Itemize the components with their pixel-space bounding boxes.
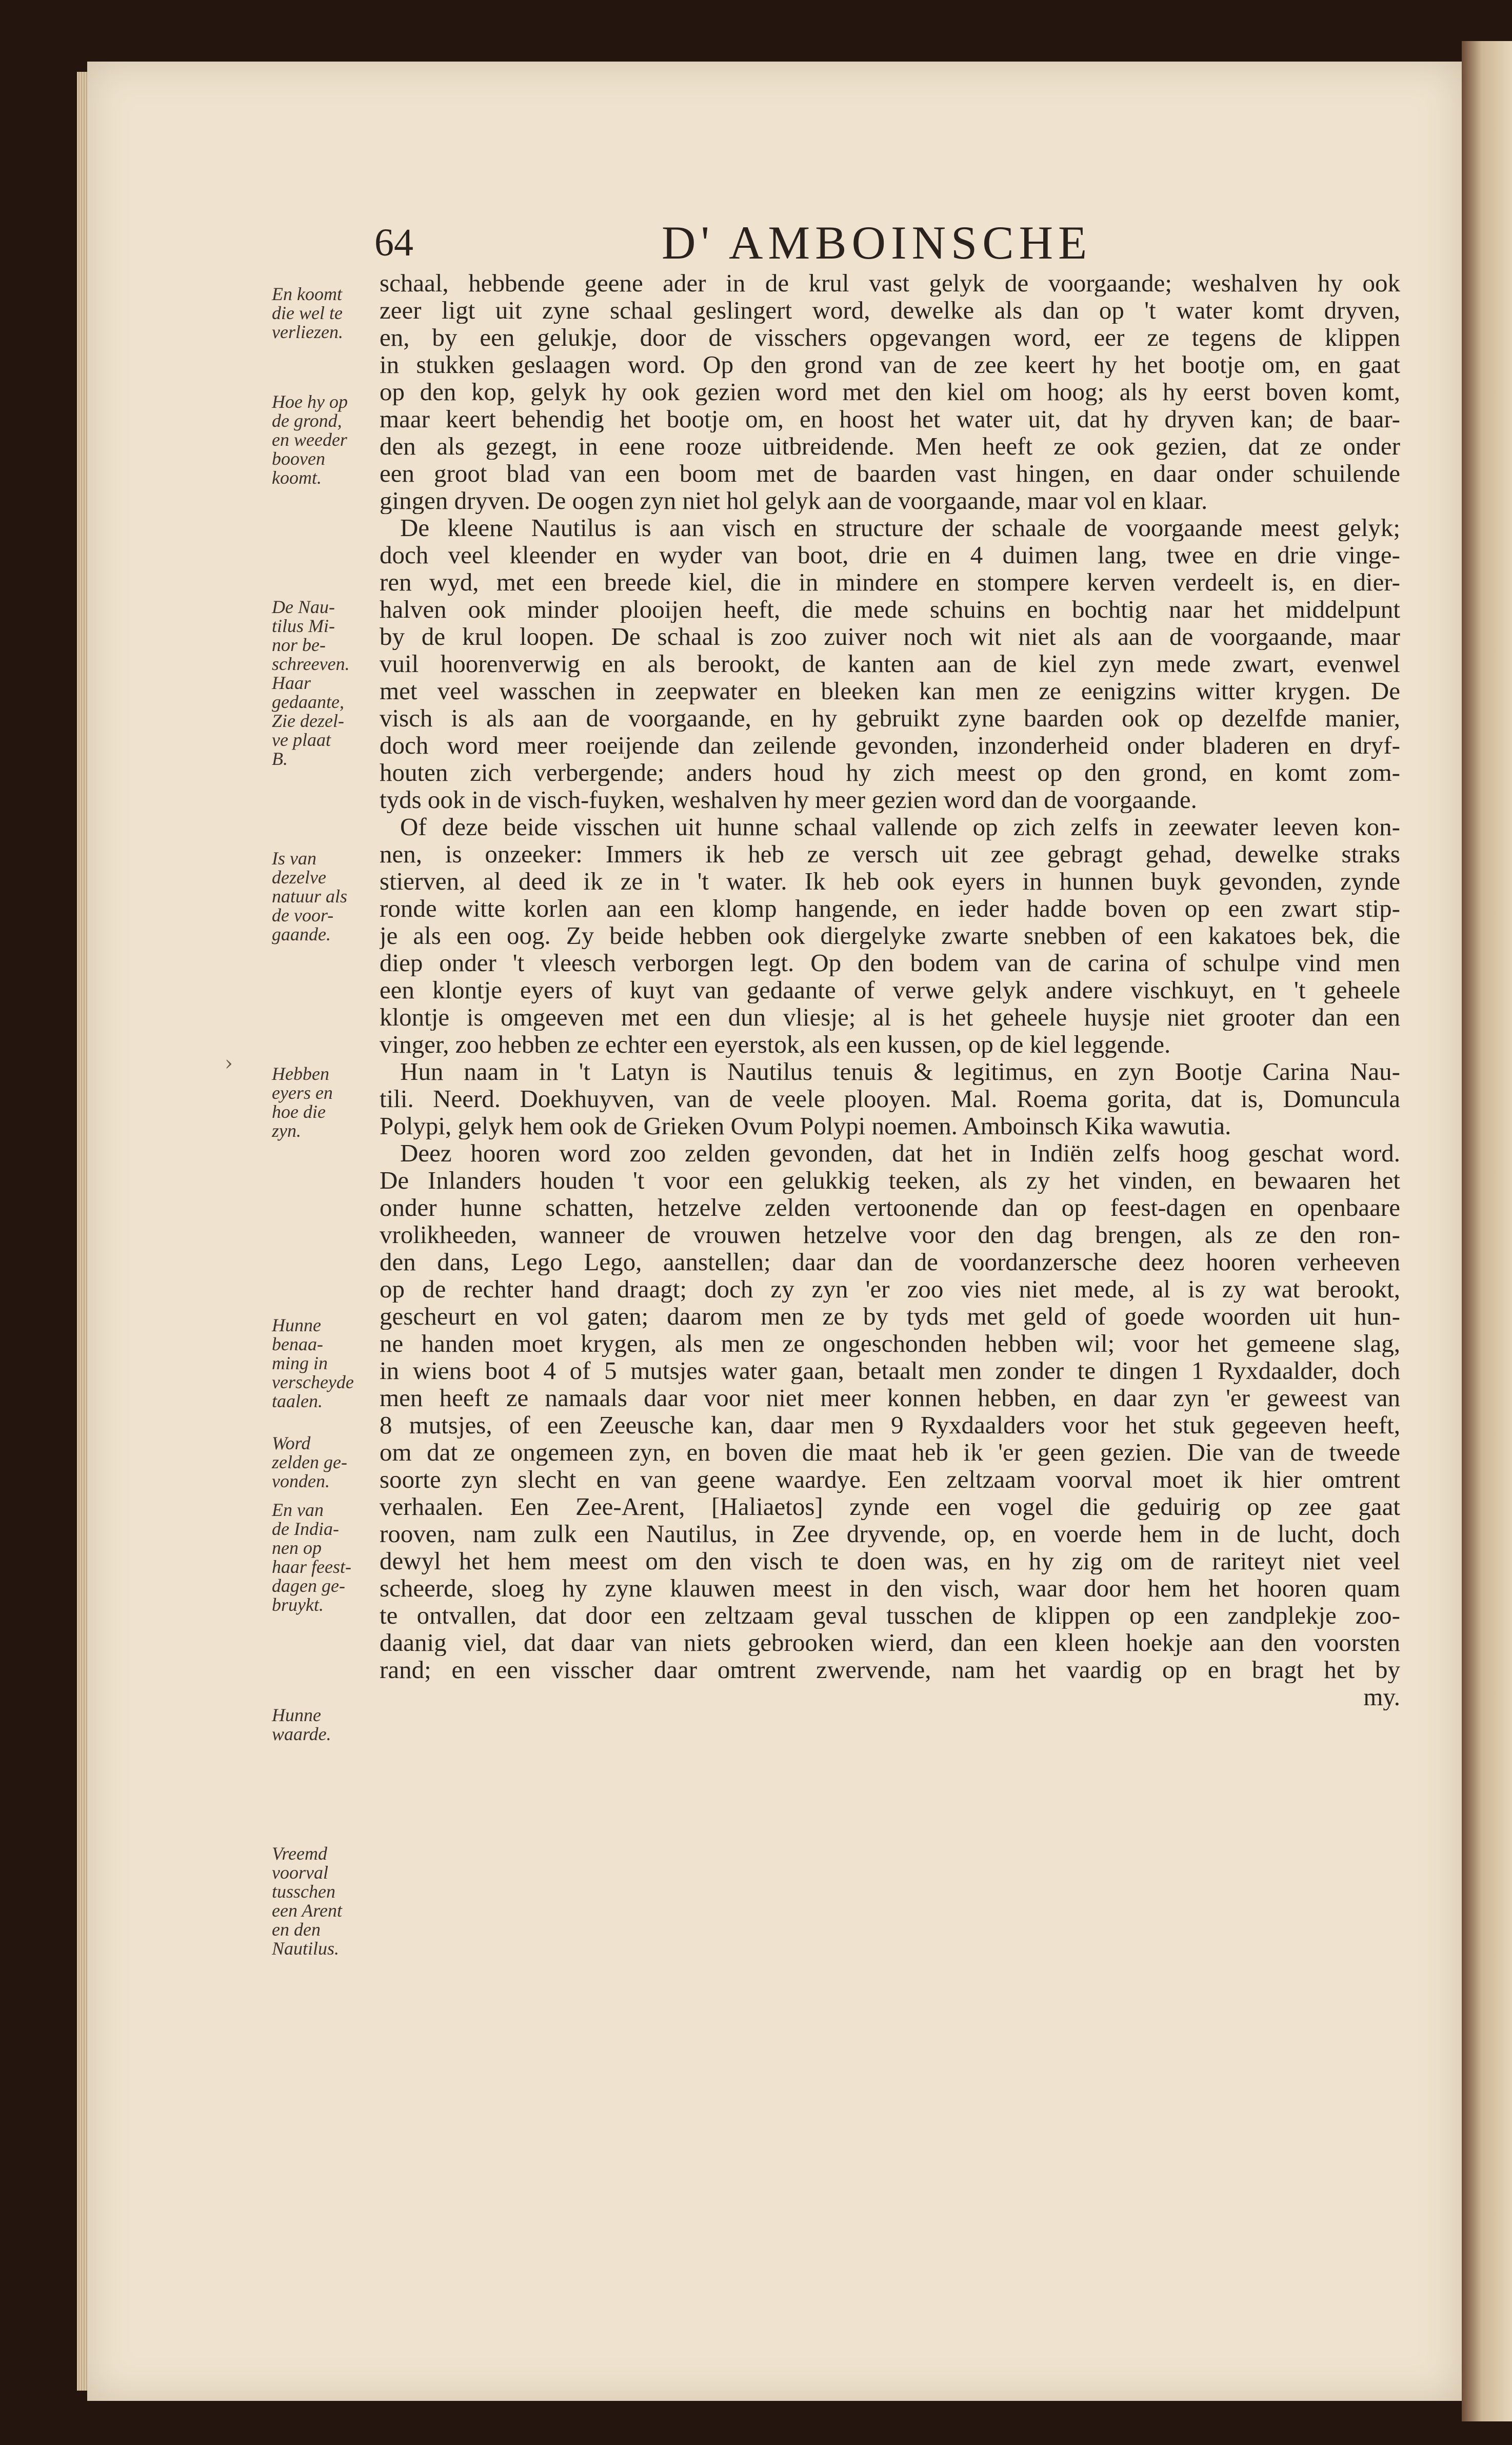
margin-note: Hoe hy op de grond, en weeder booven koomt. [272, 391, 348, 488]
text-line: nen, is onzeeker: Immers ik heb ze versch uit zee gebragt gehad, dewelke straks [380, 840, 1400, 867]
text-line: houten zich verbergende; anders houd hy zich meest op den grond, en komt zom- [380, 759, 1400, 786]
text-line: vrolikheeden, wanneer de vrouwen hetzelve voor den dag brengen, als ze den ron- [380, 1221, 1400, 1248]
page-header [374, 215, 1159, 272]
text-line: ne handen moet krygen, als men ze ongeschonden hebben wil; voor het gemeene slag, [380, 1330, 1400, 1357]
margin-note: Word zelden ge- vonden. [272, 1433, 347, 1491]
text-line: den als gezegt, in eene rooze uitbreidende. Men heeft ze ook gezien, dat ze onder [380, 432, 1400, 460]
text-line: en, by een gelukje, door de visschers opgevangen word, eer ze tegens de klippen [380, 324, 1400, 351]
adjacent-page-edge [1462, 41, 1512, 2421]
text-line: De Inlanders houden 't voor een gelukkig teeken, als zy het vinden, en bewaaren het [380, 1167, 1400, 1194]
text-line: tili. Neerd. Doekhuyven, van de veele plooyen. Mal. Roema gorita, dat is, Domuncula [380, 1085, 1400, 1112]
text-line: doch veel kleender en wyder van boot, drie en 4 duimen lang, twee en drie vinge- [380, 541, 1400, 568]
text-line: schaal, hebbende geene ader in de krul vast gelyk de voorgaande; weshalven hy ook [380, 269, 1400, 297]
text-line: daanig viel, dat daar van niets gebrooken wierd, dan een kleen hoekje aan den voorsten [380, 1629, 1400, 1656]
text-line: halven ook minder plooijen heeft, die mede schuins en bochtig naar het middelpunt [380, 596, 1400, 623]
text-line: 8 mutsjes, of een Zeeusche kan, daar men 9 Ryxdaalders voor het stuk gegeeven heeft, [380, 1411, 1400, 1438]
text-line: stierven, al deed ik ze in 't water. Ik heb ook eyers in hunnen buyk gevonden, zynde [380, 867, 1400, 895]
margin-note: Vreemd voorval tusschen een Arent en den Nautilus. [272, 1843, 342, 1959]
body-text [380, 269, 1400, 1710]
text-line: je als een oog. Zy beide hebben ook diergelyke zwarte snebben of een kakatoes bek, die [380, 922, 1400, 949]
margin-note: De Nau- tilus Mi- nor be- schreeven. Haar gedaante, Zie dezel- ve plaat B. [272, 597, 350, 769]
margin-note: Hebben eyers en hoe die zyn. [272, 1063, 333, 1141]
text-line: soorte zyn slecht en van geene waardye. Een zeltzaam voorval moet ik hier omtrent [380, 1466, 1400, 1493]
text-line: gingen dryven. De oogen zyn niet hol gelyk aan de voorgaande, maar vol en klaar. [380, 487, 1208, 514]
text-line: scheerde, sloeg hy zyne klauwen meest in den visch, waar door hem het hooren quam [380, 1574, 1400, 1602]
running-title: D' AMBOINSCHE [662, 216, 1092, 269]
catchword: my. [1363, 1683, 1400, 1710]
text-line: diep onder 't vleesch verborgen legt. Op den bodem van de carina of schulpe vind men [380, 949, 1400, 976]
text-line: onder hunne schatten, hetzelve zelden vertoonende dan op feest-dagen en openbaare [380, 1194, 1400, 1221]
text-line: den dans, Lego Lego, aanstellen; daar dan de voordanzersche deez hooren verheeven [380, 1248, 1400, 1275]
ink-speck: › [225, 1052, 233, 1075]
text-line: op de rechter hand draagt; doch zy zyn 'er zoo vies niet mede, al is zy wat berookt, [380, 1275, 1400, 1303]
text-line: in stukken geslaagen word. Op den grond van de zee keert hy het bootje om, en gaat [380, 351, 1400, 378]
margin-note: Hunne benaa- ming in verscheyde taalen. [272, 1315, 354, 1411]
text-line: een klontje eyers of kuyt van gedaante of verwe gelyk andere vischkuyt, en 't geheele [380, 976, 1400, 1003]
text-line: rand; en een visscher daar omtrent zwervende, nam het vaardig op en bragt het by [380, 1656, 1400, 1683]
text-line: doch word meer roeijende dan zeilende gevonden, inzonderheid onder bladeren en dryf- [380, 732, 1400, 759]
text-line: men heeft ze namaals daar voor niet meer konnen hebben, en daar zyn 'er geweest van [380, 1384, 1400, 1411]
text-line: by de krul loopen. De schaal is zoo zuiver noch wit niet als aan de voorgaande, maar [380, 623, 1400, 650]
text-line: vuil hoorenverwig en als berookt, de kanten aan de kiel zyn mede zwart, evenwel [380, 650, 1400, 677]
text-line: ronde witte korlen aan een klomp hangende, en ieder hadde boven op een zwart stip- [380, 895, 1400, 922]
text-line: De kleene Nautilus is aan visch en structure der schaale de voorgaande meest gelyk; [400, 514, 1400, 541]
text-line: Of deze beide visschen uit hunne schaal vallende op zich zelfs in zeewater leeven kon- [400, 813, 1400, 840]
text-line: om dat ze ongemeen zyn, en boven die maat heb ik 'er geen gezien. Die van de tweede [380, 1438, 1400, 1466]
margin-note: En koomt die wel te verliezen. [272, 284, 343, 342]
text-line: visch is als aan de voorgaande, en hy gebruikt zyne baarden ook op dezelfde manier, [380, 704, 1400, 732]
text-line: tyds ook in de visch-fuyken, weshalven hy meer gezien word dan de voorgaande. [380, 786, 1197, 813]
text-line: een groot blad van een boom met de baarden vast hingen, en daar onder schuilende [380, 460, 1400, 487]
text-line: Deez hooren word zoo zelden gevonden, dat het in Indiën zelfs hoog geschat word. [400, 1139, 1400, 1167]
text-line: met veel wasschen in zeepwater en bleeken kan men ze eenigzins witter krygen. De [380, 677, 1400, 704]
text-line: maar keert behendig het bootje om, en hoost het water uit, dat hy dryven kan; de baar- [380, 405, 1400, 432]
text-line: Hun naam in 't Latyn is Nautilus tenuis & legitimus, en zyn Bootje Carina Nau- [400, 1058, 1400, 1085]
margin-note: En van de India- nen op haar feest- dagen ge- bruykt. [272, 1500, 351, 1615]
text-line: Polypi, gelyk hem ook de Grieken Ovum Polypi noemen. Amboinsch Kika wawutia. [380, 1112, 1231, 1139]
text-line: ren wyd, met een breede kiel, die in mindere en stompere kerven verdeelt is, en dier- [380, 568, 1400, 596]
text-line: dewyl het hem meest om den visch te doen was, en hy zig om de rariteyt niet veel [380, 1547, 1400, 1574]
text-line: zeer ligt uit zyne schaal geslingert word, dewelke als dan op 't water komt dryven, [380, 297, 1400, 324]
text-line: te ontvallen, dat door een zeltzaam geval tusschen de klippen op een zandplekje zoo- [380, 1602, 1400, 1629]
margin-note: Is van dezelve natuur als de voor- gaande. [272, 848, 348, 944]
text-line: op den kop, gelyk hy ook gezien word met den kiel om hoog; als hy eerst boven komt, [380, 378, 1400, 405]
page-number: 64 [374, 221, 413, 264]
text-line: gescheurt en vol gaten; daarom men ze by tyds met geld of goede woorden uit hun- [380, 1303, 1400, 1330]
text-line: in wiens boot 4 of 5 mutsjes water gaan, betaalt men zonder te dingen 1 Ryxdaalder, doch [380, 1357, 1400, 1384]
text-line: rooven, nam zulk een Nautilus, in Zee dryvende, op, en voerde hem in de lucht, doch [380, 1520, 1400, 1547]
text-line: vinger, zoo hebben ze echter een eyerstok, als een kussen, op de kiel leggende. [380, 1031, 1171, 1058]
text-line: verhaalen. Een Zee-Arent, [Haliaetos] zynde een vogel die geduirig op zee gaat [380, 1493, 1400, 1520]
text-line: klontje is omgeeven met een dun vliesje; al is het geheele huysje niet grooter dan een [380, 1003, 1400, 1031]
margin-note: Hunne waarde. [272, 1705, 331, 1744]
